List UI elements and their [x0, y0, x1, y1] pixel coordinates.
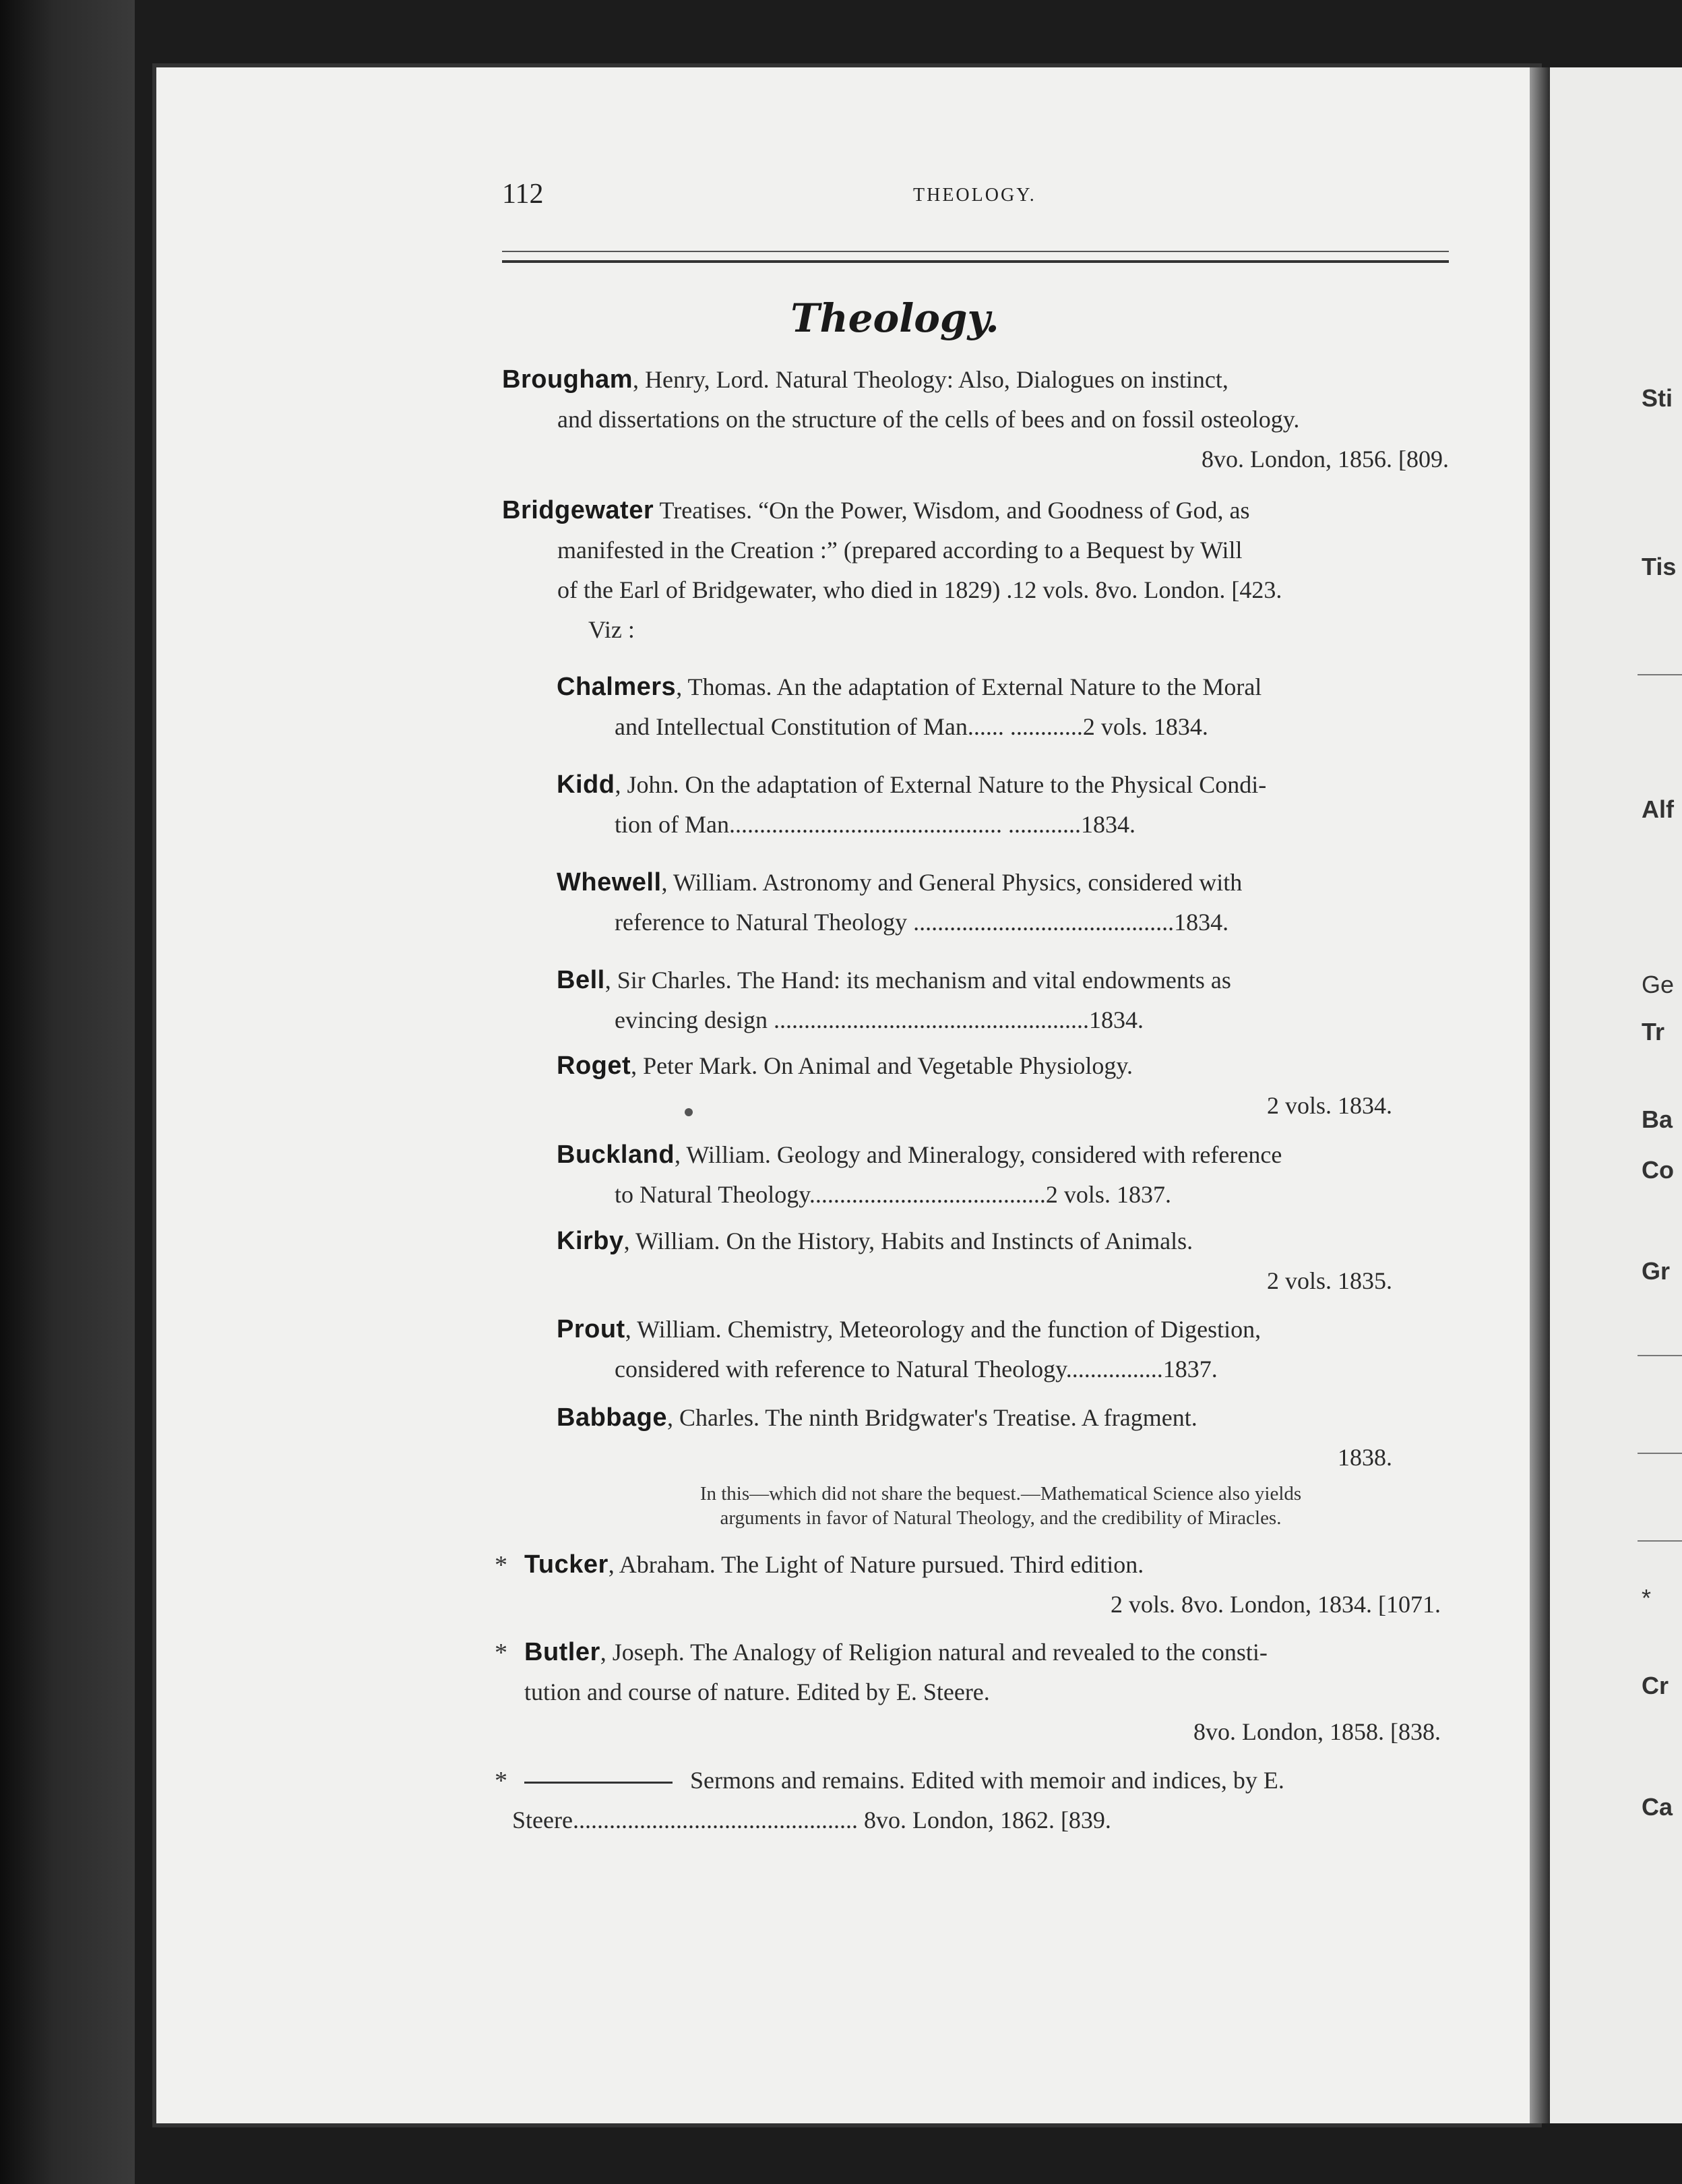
facing-dash: [1638, 1453, 1682, 1454]
asterisk-mark: *: [495, 1551, 507, 1579]
viz-label: Viz :: [588, 616, 635, 643]
entry-imprint: 1838.: [1338, 1444, 1392, 1471]
entry-author: Bell: [557, 966, 605, 994]
entry-text: , William. Geology and Mineralogy, considered with reference: [675, 1141, 1282, 1168]
note-text: arguments in favor of Natural Theology, and the credibility of Miracles.: [720, 1507, 1282, 1529]
facing-fragment: Tis: [1642, 553, 1677, 580]
entry-imprint: 8vo. London, 1858. [838.: [1193, 1718, 1441, 1745]
bridgewater-note: [553, 1482, 1449, 1530]
entry-bridgewater: [502, 491, 1449, 650]
asterisk-mark: *: [495, 1639, 507, 1667]
entry-tucker: [524, 1545, 1441, 1625]
entry-text: reference to Natural Theology ...........................................1834.: [615, 909, 1229, 936]
facing-fragment: Alf: [1642, 795, 1674, 823]
entry-text: , Henry, Lord. Natural Theology: Also, Dialogues on instinct,: [633, 366, 1228, 393]
asterisk-mark: *: [495, 1767, 507, 1795]
entry-butler: [524, 1633, 1441, 1752]
entry-text: , William. Astronomy and General Physics, considered with: [661, 869, 1243, 896]
entry-text: Steere............................................... 8vo. London, 1862. [839.: [512, 1807, 1111, 1833]
entry-author: Tucker: [524, 1550, 609, 1579]
entry-text: to Natural Theology.......................................2 vols. 1837.: [615, 1181, 1171, 1208]
entry-text: , Sir Charles. The Hand: its mechanism and vital endowments as: [604, 967, 1231, 994]
entry-text: , Thomas. An the adaptation of External Nature to the Moral: [676, 673, 1262, 700]
facing-fragment: Tr: [1642, 1018, 1665, 1045]
entry-author: Kidd: [557, 770, 615, 799]
facing-fragment: Ge: [1642, 971, 1675, 998]
entry-text: and Intellectual Constitution of Man...... ............2 vols. 1834.: [615, 713, 1208, 740]
facing-fragment: Cr: [1642, 1672, 1669, 1699]
entry-text: manifested in the Creation :” (prepared according to a Bequest by Will: [557, 537, 1243, 564]
entry-text: of the Earl of Bridgewater, who died in 1829) .12 vols. 8vo. London. [423.: [557, 576, 1282, 603]
entry-text: Treatises. “On the Power, Wisdom, and Goodness of God, as: [654, 497, 1250, 524]
facing-dash: [1638, 1355, 1682, 1356]
section-title: Theology.: [790, 295, 999, 341]
facing-fragment: Ca: [1642, 1793, 1673, 1821]
entry-text: , Joseph. The Analogy of Religion natural and revealed to the consti-: [600, 1639, 1268, 1666]
running-head: THEOLOGY.: [913, 185, 1036, 206]
facing-fragment: *: [1642, 1584, 1652, 1612]
note-text: In this—which did not share the bequest.—Mathematical Science also yields: [699, 1483, 1302, 1505]
page-gutter: [1530, 67, 1550, 2123]
entry-author: Brougham: [502, 365, 633, 394]
entry-text: Sermons and remains. Edited with memoir and indices, by E.: [690, 1767, 1284, 1794]
header-rule-thick: [502, 260, 1449, 263]
entry-text: , Charles. The ninth Bridgwater's Treatise. A fragment.: [666, 1404, 1197, 1431]
entry-text: , John. On the adaptation of External Nature to the Physical Condi-: [615, 771, 1267, 798]
facing-page-fragment: [1550, 67, 1682, 2123]
entry-imprint: 2 vols. 1834.: [1266, 1092, 1392, 1119]
page-header: [502, 178, 1445, 218]
entry-author: Chalmers: [557, 673, 677, 701]
facing-fragment: Co: [1642, 1156, 1674, 1184]
facing-dash: [1638, 674, 1682, 675]
entry-imprint: 2 vols. 1835.: [1266, 1267, 1392, 1294]
entry-text: , Abraham. The Light of Nature pursued. Third edition.: [608, 1551, 1144, 1578]
entry-text: , Peter Mark. On Animal and Vegetable Physiology.: [631, 1052, 1133, 1079]
entry-roget: [557, 1046, 1392, 1126]
entry-author: Butler: [524, 1638, 600, 1666]
entry-buckland: [557, 1135, 1449, 1215]
entry-kidd: [557, 765, 1449, 845]
entry-imprint: 8vo. London, 1856. [809.: [1202, 446, 1449, 473]
entry-text: , William. On the History, Habits and Instincts of Animals.: [623, 1227, 1193, 1254]
entry-author: Roget: [557, 1052, 631, 1080]
entry-bell: [557, 961, 1449, 1040]
entry-text: considered with reference to Natural Theology................1837.: [615, 1356, 1218, 1383]
entry-text: tion of Man............................................. ............1834.: [615, 811, 1135, 838]
ditto-dash: [524, 1782, 673, 1784]
entry-author: Bridgewater: [502, 496, 654, 524]
entry-author: Babbage: [557, 1403, 667, 1432]
facing-fragment: Gr: [1642, 1257, 1671, 1285]
entry-brougham: [502, 360, 1449, 479]
facing-fragment: Sti: [1642, 384, 1673, 412]
entry-text: , William. Chemistry, Meteorology and the function of Digestion,: [625, 1316, 1262, 1343]
entry-author: Kirby: [557, 1227, 624, 1255]
entry-author: Buckland: [557, 1141, 675, 1169]
entry-author: Whewell: [557, 868, 662, 897]
entry-author: Prout: [557, 1315, 625, 1343]
entry-text: tution and course of nature. Edited by E. Steere.: [524, 1678, 990, 1705]
entry-whewell: [557, 863, 1449, 942]
entry-prout: [557, 1310, 1449, 1389]
page-number: 112: [502, 179, 544, 210]
entry-text: and dissertations on the structure of the cells of bees and on fossil osteology.: [557, 406, 1300, 433]
entry-chalmers: [557, 667, 1449, 747]
entry-text: evincing design ....................................................1834.: [615, 1006, 1144, 1033]
facing-dash: [1638, 1540, 1682, 1542]
entry-imprint: 2 vols. 8vo. London, 1834. [1071.: [1111, 1591, 1441, 1618]
header-rule-thin: [502, 251, 1449, 252]
ink-speck: [685, 1108, 693, 1116]
facing-fragment: Ba: [1642, 1105, 1673, 1133]
entry-babbage: [557, 1398, 1392, 1478]
entry-kirby: [557, 1221, 1392, 1301]
entry-sermons: [512, 1761, 1441, 1840]
